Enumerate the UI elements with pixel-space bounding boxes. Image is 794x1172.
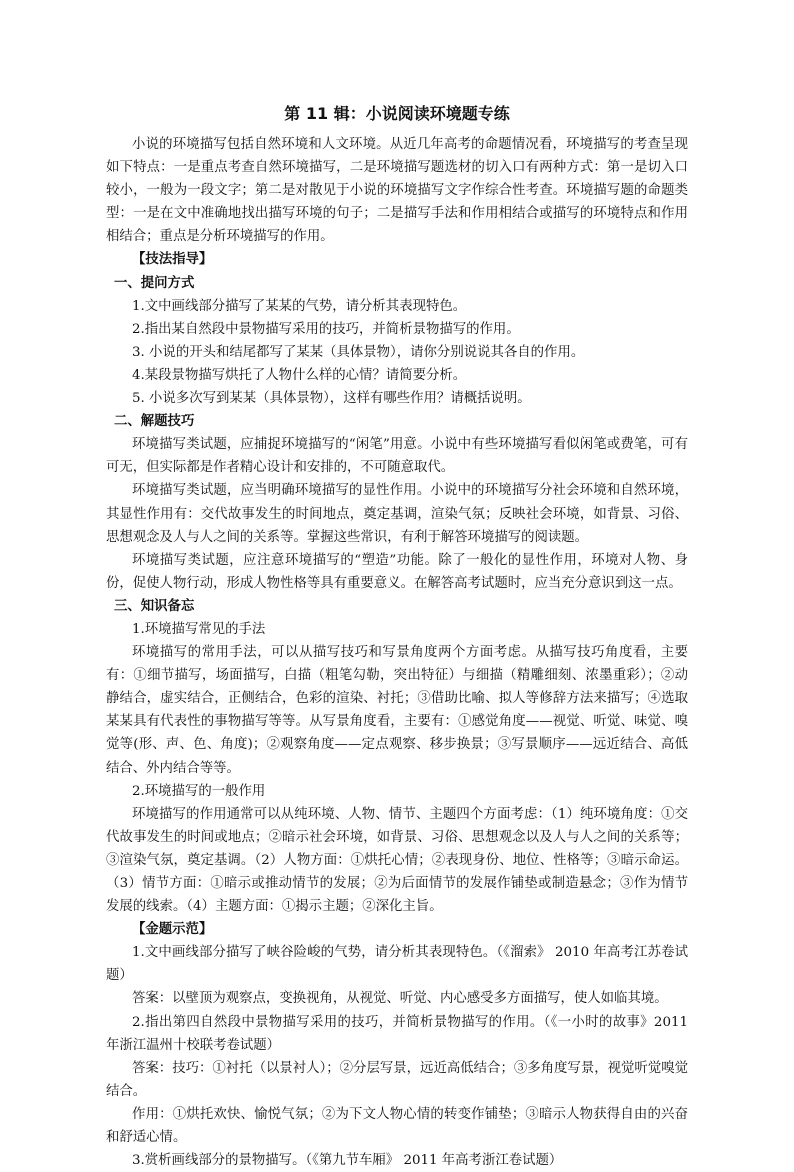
list-item: 5. 小说多次写到某某（具体景物），这样有哪些作用？请概括说明。 [132, 391, 531, 407]
methods-paragraph: 环境描写的常用手法，可以从描写技巧和写景角度两个方面考虑。从描写技巧角度看，主要有：①细节描写，场面描写，白描（粗笔勾勒，突出特征）与细描（精雕细刻、浓墨重彩）；②动静结合，虚实结合，正侧结合，色彩的渲染、衬托；③借助比喻、拟人等修辞方法来描写；④选取某某具有代表性的事物描写等等。从写景角度看，主要有：①感觉角度——视觉、听觉、味觉、嗅觉等(形、声、色、角度)；②观察角度——定点观察、移步换景；③写景顺序——远近结合、高低结合、外内结合等等。 [106, 645, 688, 776]
page-title: 第 11 辑：小说阅读环境题专练 [284, 104, 510, 123]
technique-paragraph: 环境描写类试题，应当明确环境描写的显性作用。小说中的环境描写分社会环境和自然环境，其显性作用有：交代故事发生的时间地点，奠定基调，渲染气氛；反映社会环境，如背景、习俗、思想观念及人与人之间的关系等。掌握这些常识，有利于解答环境描写的阅读题。 [106, 483, 688, 545]
example-answer-1: 答案：以壁顶为观察点，变换视角，从视觉、听觉、内心感受多方面描写，使人如临其境。 [132, 991, 668, 1007]
intro-paragraph: 小说的环境描写包括自然环境和人文环境。从近几年高考的命题情况看，环境描写的考查呈现如下特点：一是重点考查自然环境描写，二是环境描写题选材的切入口有两种方式：第一是切入口较小，一般为一段文字；第二是对散见于小说的环境描写文字作综合性考查。环境描写题的命题类型：一是在文中准确地找出描写环境的句子；二是描写手法和作用相结合或描写的环境特点和作用相结合；重点是分析环境描写的作用。 [106, 137, 688, 245]
section-heading-examples: 【金题示范】 [132, 921, 213, 938]
section-heading-techniques: 二、解题技巧 [114, 413, 195, 430]
example-answer-2-technique: 答案：技巧：①衬托（以景衬人）；②分层写景，远近高低结合；③多角度写景，视觉听觉嗅觉结合。 [106, 1060, 688, 1099]
list-item: 2.指出某自然段中景物描写采用的技巧，并简析景物描写的作用。 [132, 321, 520, 337]
functions-paragraph: 环境描写的作用通常可以从纯环境、人物、情节、主题四个方面考虑：（1）纯环境角度：①交代故事发生的时间或地点；②暗示社会环境，如背景、习俗、思想观念以及人与人之间的关系等；③渲染气氛，奠定基调。（2）人物方面：①烘托心情；②表现身份、地位、性格等；③暗示命运。（3）情节方面：①暗示或推动情节的发展；②为后面情节的发展作铺垫或制造悬念；③作为情节发展的线索。（4）主题方面：①揭示主题；②深化主旨。 [106, 806, 688, 915]
technique-paragraph: 环境描写类试题，应捕捉环境描写的“闲笔”用意。小说中有些环境描写看似闲笔或费笔，可有可无，但实际都是作者精心设计和安排的，不可随意取代。 [106, 437, 688, 476]
technique-paragraph: 环境描写类试题，应注意环境描写的“塑造”功能。除了一般化的显性作用，环境对人物、身份，促使人物行动，形成人物性格等具有重要意义。在解答高考试题时，应当充分意识到这一点。 [106, 552, 688, 591]
example-answer-2-effect: 作用：①烘托欢快、愉悦气氛；②为下文人物心情的转变作铺垫；③暗示人物获得自由的兴奋和舒适心情。 [106, 1106, 688, 1146]
list-item: 3. 小说的开头和结尾都写了某某（具体景物），请你分别说说其各自的作用。 [132, 344, 585, 360]
subheading-functions: 2.环境描写的一般作用 [132, 783, 266, 799]
section-heading-guide: 【技法指导】 [132, 251, 213, 268]
section-heading-knowledge: 三、知识备忘 [114, 597, 195, 614]
list-item: 4.某段景物描写烘托了人物什么样的心情？请简要分析。 [132, 367, 467, 383]
example-question-3: 3.赏析画线部分的景物描写。（《第九节车厢》 2011 年高考浙江卷试题） [132, 1153, 563, 1169]
section-heading-questions: 一、提问方式 [114, 274, 195, 291]
example-question-2: 2.指出第四自然段中景物描写采用的技巧，并简析景物描写的作用。（《一小时的故事》2011 年浙江温州十校联考卷试题） [106, 1014, 688, 1053]
example-question-1: 1.文中画线部分描写了峡谷险峻的气势，请分析其表现特色。（《溜索》 2010 年高考江苏卷试题） [106, 945, 688, 984]
subheading-methods: 1.环境描写常见的手法 [132, 621, 266, 637]
list-item: 1.文中画线部分描写了某某的气势，请分析其表现特色。 [132, 298, 467, 314]
